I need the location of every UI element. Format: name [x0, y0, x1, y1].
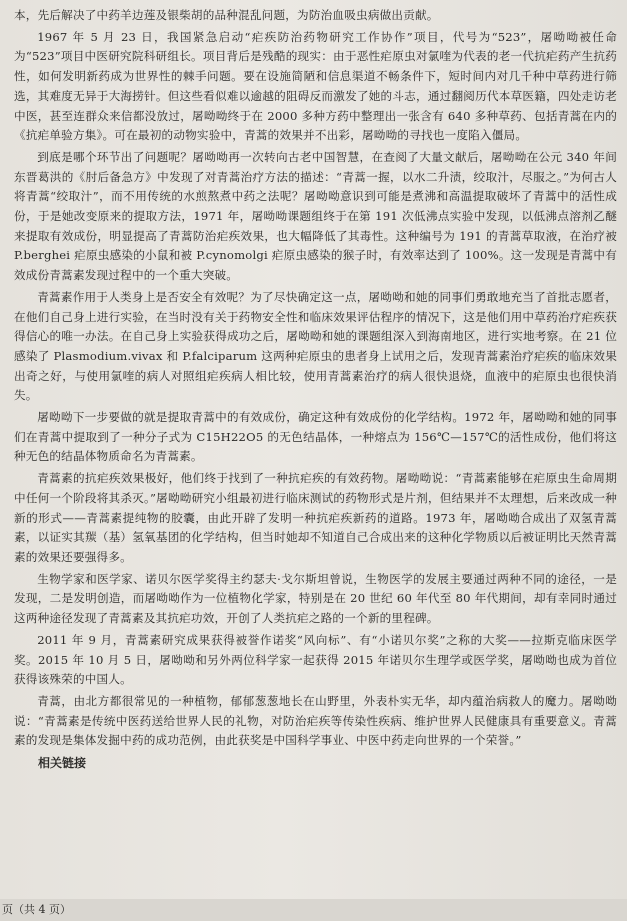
section-heading: 相关链接	[38, 756, 87, 771]
paragraph-3: 到底是哪个环节出了问题呢？屠呦呦再一次转向古老中国智慧，在查阅了大量文献后，屠呦呦在公元 340 年间东晋葛洪的《肘后备急方》中发现了对青蒿治疗方法的描述：“青蒿一握，以水二升渍，绞取汁，尽服之。”为何古人将青蒿“绞取汁”，而不用传统的水煎熬煮中药之法呢？屠呦呦意识到可能是煮沸和高温提取破坏了青蒿中的活性成份，于是她改变原来的提取方法，1971 年，屠呦呦课题组终于在第 191 次低沸点实验中发现，以低沸点溶剂乙醚来提取有效成份，明显提高了青蒿防治疟疾效果，也大幅降低了其毒性。这种编号为 191 的青蒿草取液，在治疗被 P.berghei 疟原虫感染的小鼠和被 P.cynomolgi 疟原虫感染的猴子时，有效率达到了 100%。这一发现是青蒿中有效成份青蒿素发现过程中的一个重大突破。	[14, 149, 617, 283]
paragraph-6: 青蒿素的抗疟疾效果极好，他们终于找到了一种抗疟疾的有效药物。屠呦呦说：“青蒿素能够在疟原虫生命周期中任何一个阶段将其杀灭。”屠呦呦研究小组最初进行临床测试的药物形式是片剂，但结果并不太理想，后来改成一种新的形式——青蒿素提纯物的胶囊，由此开辟了发明一种抗疟疾新药的道路。1973 年，屠呦呦合成出了双氢青蒿素，以证实其羰（基）氢氧基团的化学结构，但当时她却不知道自己合成出来的这种化学物质以后被证明比天然青蒿素的效果还要强得多。	[14, 471, 617, 564]
paragraph-9: 青蒿，由北方都很常见的一种植物，郁郁葱葱地长在山野里，外表朴实无华，却内蕴治病救人的魔力。屠呦呦说：“青蒿素是传统中医药送给世界人民的礼物，对防治疟疾等传染性疾病、维护世界人民健康具有重要意义。青蒿素的发现是集体发掘中药的成功范例，由此获奖是中国科学事业、中医中药走向世界的一个荣誉。”	[14, 693, 617, 748]
paragraph-2: 1967 年 5 月 23 日，我国紧急启动“疟疾防治药物研究工作协作”项目，代号为“523”，屠呦呦被任命为“523”项目中医研究院科研组长。项目背后是残酷的现实：由于恶性疟原虫对氯喹为代表的老一代抗疟药产生抗药性，如何发明新药成为世界性的棘手问题。要在设施简陋和信息渠道不畅条件下，短时间内对几千种中草药进行筛选，其难度无异于大海捞针。但这些看似难以逾越的阻碍反而激发了她的斗志，通过翻阅历代本草医籍，四处走访老中医，甚至连群众来信都没放过，屠呦呦终于在 2000 多种方药中整理出一张含有 640 多种草药、包括青蒿在内的《抗疟单验方集》。可在最初的动物实验中，青蒿的效果并不出彩，屠呦呦的寻找也一度陷入僵局。	[14, 29, 617, 143]
paragraph-1: 本，先后解决了中药羊边莲及银柴胡的品种混乱问题，为防治血吸虫病做出贡献。	[14, 8, 439, 22]
paragraph-7: 生物学家和医学家、诺贝尔医学奖得主约瑟夫·戈尔斯坦曾说，生物医学的发展主要通过两种不同的途径，一是发现，二是发明创造，而屠呦呦作为一位植物化学家，特别是在 20 世纪 60 年代至 80 年代期间，却有幸同时通过这两种途径发现了青蒿素及其抗疟功效，开创了人类抗疟之路的一个新的里程碑。	[14, 571, 617, 626]
paragraph-8: 2011 年 9 月，青蒿素研究成果获得被誉作诺奖“风向标”、有“小诺贝尔奖”之称的大奖——拉斯克临床医学奖。2015 年 10 月 5 日，屠呦呦和另外两位科学家一起获得 2015 年诺贝尔生理学或医学奖，屠呦呦也成为首位获得该殊荣的中国人。	[14, 632, 617, 687]
paragraph-4: 青蒿素作用于人类身上是否安全有效呢？为了尽快确定这一点，屠呦呦和她的同事们勇敢地充当了首批志愿者，在他们自己身上进行实验，在当时没有关于药物安全性和临床效果评估程序的情况下，这是他们用中草药治疗疟疾获得信心的唯一办法。在自己身上实验获得成功之后，屠呦呦和她的课题组深入到海南地区，进行实地考察。在 21 位感染了 Plasmodium.vivax 和 P.falciparum 这两种疟原虫的患者身上试用之后，发现青蒿素治疗疟疾的临床效果出奇之好，与使用氯喹的病人对照组疟疾病人相比较，使用青蒿素治疗的病人很快退烧，血液中的疟原虫也很快消失。	[14, 289, 617, 403]
page-footer: 页（共 4 页）	[0, 899, 627, 921]
paragraph-5: 屠呦呦下一步要做的就是提取青蒿中的有效成份，确定这种有效成份的化学结构。1972 年，屠呦呦和她的同事们在青蒿中提取到了一种分子式为 C15H22O5 的无色结晶体，一种熔点为 156℃—157℃的活性成份，他们将这种无色的结晶体物质命名为青蒿素。	[14, 410, 617, 464]
